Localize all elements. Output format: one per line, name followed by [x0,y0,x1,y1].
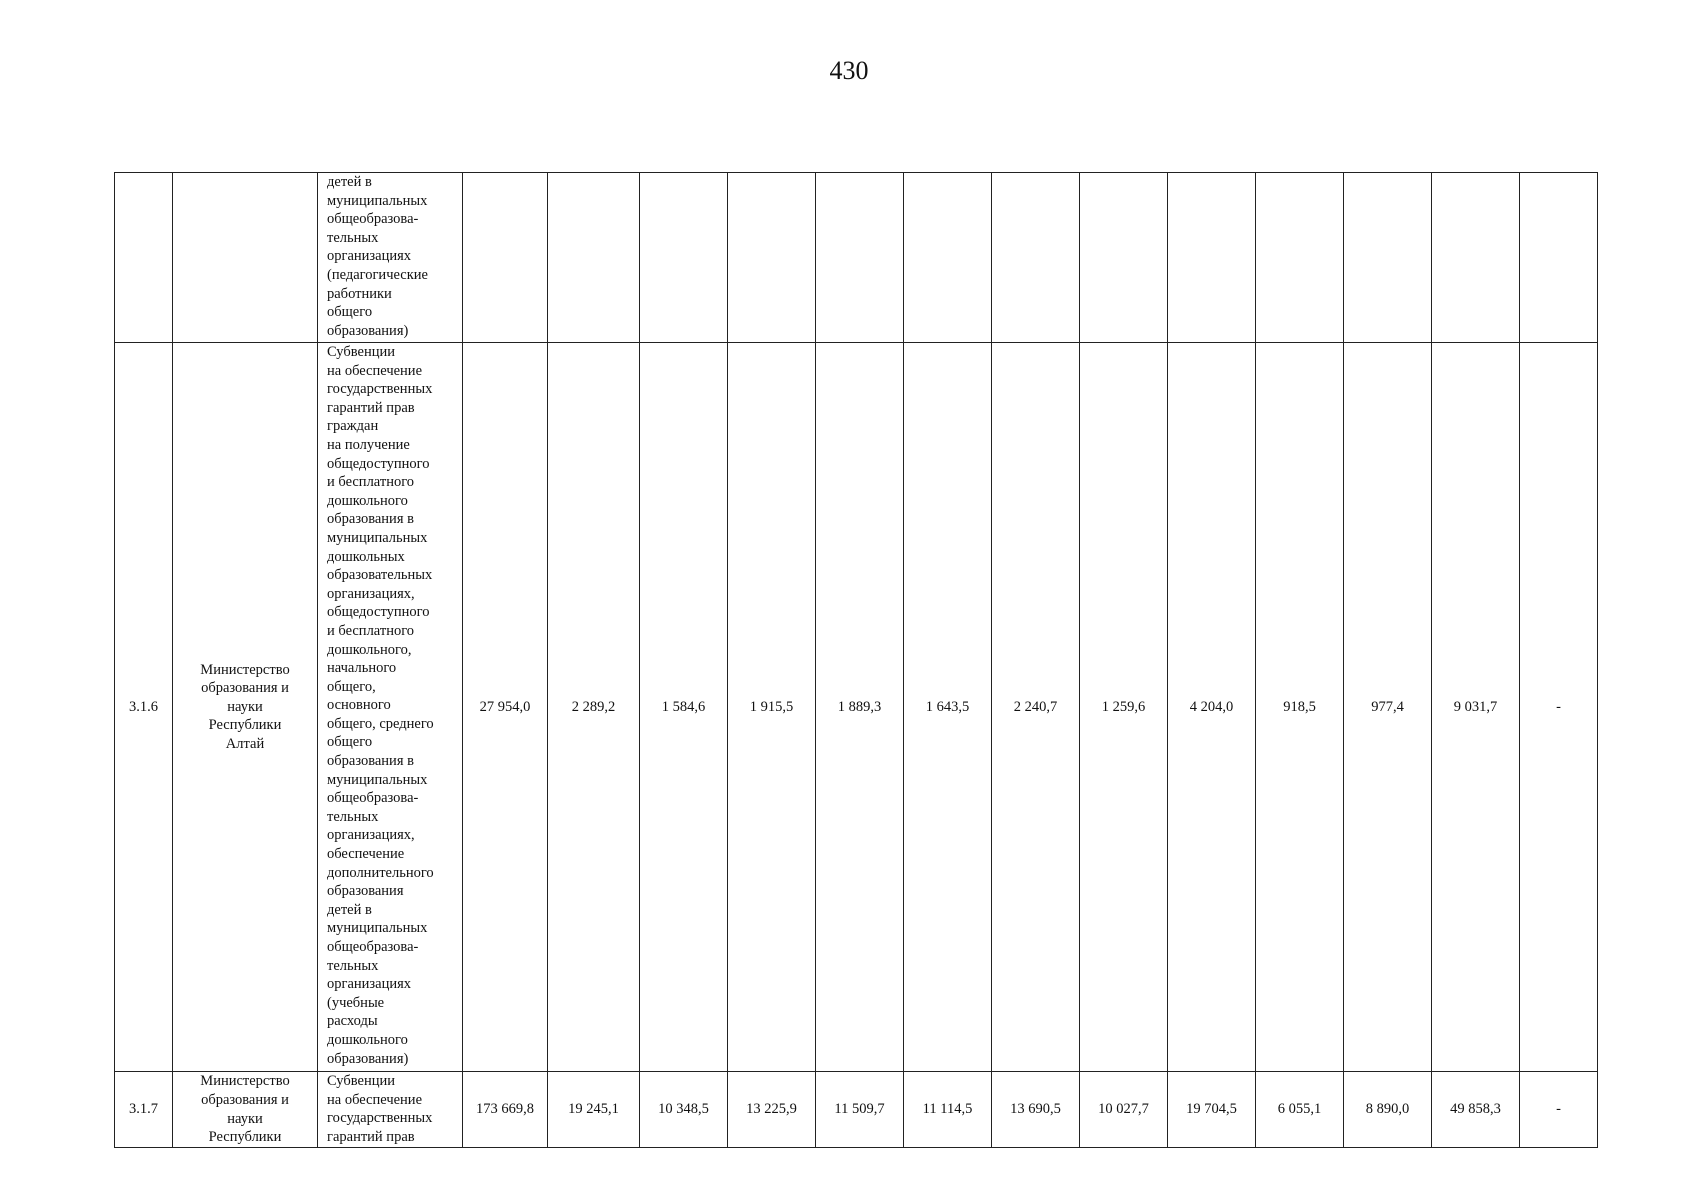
cell-value: 10 027,7 [1080,1072,1168,1148]
budget-table [114,172,1598,1148]
cell-value: 4 204,0 [1168,343,1256,1072]
cell-value [1080,173,1168,343]
cell-agency: Министерство образования и науки Республики Алтай [173,343,318,1072]
cell-value [992,173,1080,343]
cell-value: 27 954,0 [463,343,548,1072]
cell-value [548,173,640,343]
cell-value: 1 259,6 [1080,343,1168,1072]
cell-description: детей в муниципальных общеобразова- тельных организациях (педагогические работники общего образования) [318,173,463,343]
table-row [115,343,1598,1072]
cell-code: 3.1.6 [115,343,173,1072]
cell-value: 2 240,7 [992,343,1080,1072]
cell-code: 3.1.7 [115,1072,173,1148]
cell-value: 2 289,2 [548,343,640,1072]
cell-value: 13 690,5 [992,1072,1080,1148]
cell-value [1168,173,1256,343]
page-number: 430 [829,56,869,85]
cell-value: 1 643,5 [904,343,992,1072]
cell-value: 10 348,5 [640,1072,728,1148]
cell-value [904,173,992,343]
cell-value: - [1520,1072,1598,1148]
cell-value: 11 114,5 [904,1072,992,1148]
cell-value: 9 031,7 [1432,343,1520,1072]
cell-description: Субвенции на обеспечение государственных гарантий прав граждан на получение общедоступного и бесплатного дошкольного образования в муниципальных дошкольных образовательных организациях, общедоступного и бесплатного дошкольного, начального общего, основного общего, среднего общего образования в муниципальных общеобразова- тельных организациях, обеспечение дополнительного образования детей в муниципальных общеобразова- тельных организациях (учебные расходы дошкольного образования) [318,343,463,1072]
cell-value: 13 225,9 [728,1072,816,1148]
table-row [115,173,1598,343]
cell-value: 19 704,5 [1168,1072,1256,1148]
cell-value [640,173,728,343]
cell-value: 19 245,1 [548,1072,640,1148]
cell-agency [173,173,318,343]
cell-value: 11 509,7 [816,1072,904,1148]
cell-value: 1 584,6 [640,343,728,1072]
cell-value: 8 890,0 [1344,1072,1432,1148]
cell-value: 49 858,3 [1432,1072,1520,1148]
cell-value [1520,173,1598,343]
cell-value: 6 055,1 [1256,1072,1344,1148]
cell-value [1344,173,1432,343]
cell-value [463,173,548,343]
cell-description: Субвенции на обеспечение государственных гарантий прав [318,1072,463,1148]
cell-value [728,173,816,343]
cell-value [1256,173,1344,343]
cell-value: 918,5 [1256,343,1344,1072]
cell-value: 977,4 [1344,343,1432,1072]
cell-value: - [1520,343,1598,1072]
cell-value [1432,173,1520,343]
cell-code [115,173,173,343]
cell-value: 1 915,5 [728,343,816,1072]
cell-value: 1 889,3 [816,343,904,1072]
cell-value: 173 669,8 [463,1072,548,1148]
cell-value [816,173,904,343]
cell-agency: Министерство образования и науки Республики [173,1072,318,1148]
table-row [115,1072,1598,1148]
